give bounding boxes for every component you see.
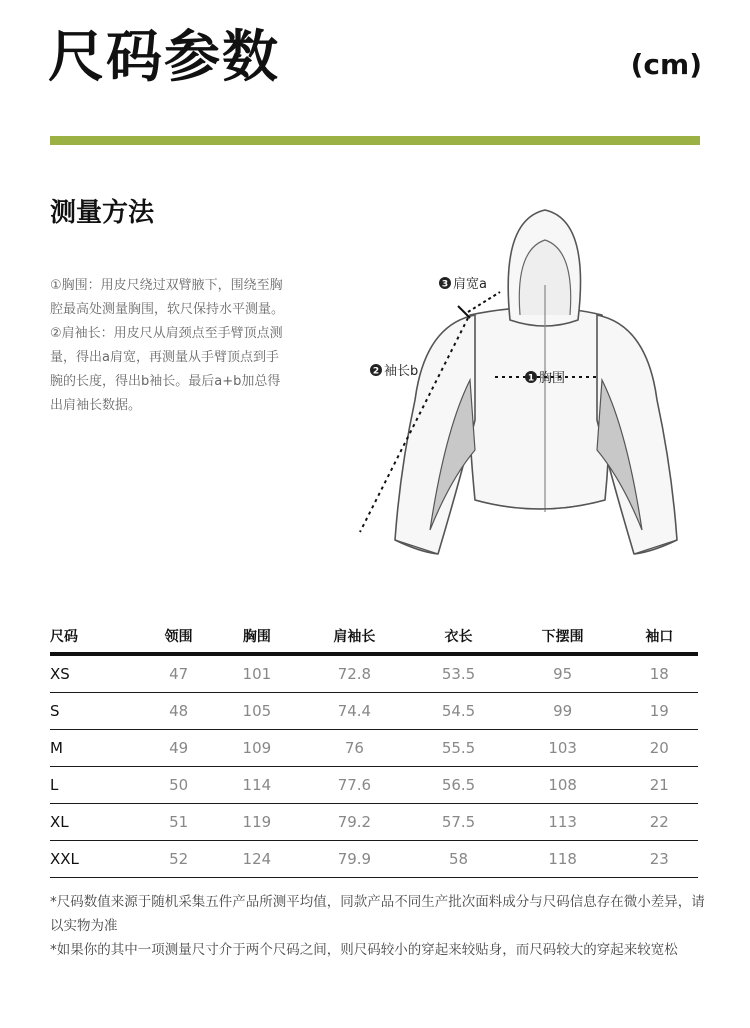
cell-hem: 95 xyxy=(505,654,621,693)
cell-chest: 109 xyxy=(217,730,296,767)
accent-divider xyxy=(50,136,700,145)
table-row xyxy=(50,730,698,767)
cell-length: 53.5 xyxy=(412,654,504,693)
cell-cuff: 22 xyxy=(621,804,698,841)
cell-chest: 105 xyxy=(217,693,296,730)
header-cuff: 袖口 xyxy=(621,620,698,654)
cell-shoulder-sleeve: 76 xyxy=(296,730,412,767)
shoulder-label: 肩宽a xyxy=(453,277,487,292)
cell-cuff: 18 xyxy=(621,654,698,693)
cell-neck: 48 xyxy=(140,693,217,730)
shoulder-number: 3 xyxy=(441,279,449,290)
header-hem: 下摆围 xyxy=(505,620,621,654)
cell-length: 55.5 xyxy=(412,730,504,767)
jacket-illustration xyxy=(350,200,720,570)
footnote-source: *尺码数值来源于随机采集五件产品所测平均值，同款产品不同生产批次面料成分与尺码信息存在微小差异，请以实物为准 xyxy=(50,894,705,934)
method-paragraph-chest: ①胸围：用皮尺绕过双臂腋下，围绕至胸腔最高处测量胸围，软尺保持水平测量。 xyxy=(50,278,285,317)
cell-shoulder-sleeve: 77.6 xyxy=(296,767,412,804)
cell-length: 56.5 xyxy=(412,767,504,804)
sleeve-label: 袖长b xyxy=(384,364,419,379)
cell-cuff: 20 xyxy=(621,730,698,767)
footnotes xyxy=(50,890,705,962)
footnote-fit-advice: *如果你的其中一项测量尺寸介于两个尺码之间，则尺码较小的穿起来较贴身，而尺码较大的穿起来较宽松 xyxy=(50,942,678,958)
cell-neck: 51 xyxy=(140,804,217,841)
cell-cuff: 23 xyxy=(621,841,698,878)
cell-size: XXL xyxy=(50,841,140,878)
cell-hem: 108 xyxy=(505,767,621,804)
header-shoulder-sleeve: 肩袖长 xyxy=(296,620,412,654)
table-row xyxy=(50,693,698,730)
cell-size: XS xyxy=(50,654,140,693)
cell-cuff: 21 xyxy=(621,767,698,804)
cell-length: 58 xyxy=(412,841,504,878)
section-title-method: 测量方法 xyxy=(50,198,155,228)
table-row xyxy=(50,767,698,804)
page-title: 尺码参数 xyxy=(48,25,280,90)
cell-neck: 50 xyxy=(140,767,217,804)
cell-hem: 118 xyxy=(505,841,621,878)
cell-size: XL xyxy=(50,804,140,841)
table-header-row xyxy=(50,620,698,654)
table-row xyxy=(50,841,698,878)
cell-shoulder-sleeve: 72.8 xyxy=(296,654,412,693)
cell-chest: 114 xyxy=(217,767,296,804)
cell-chest: 101 xyxy=(217,654,296,693)
cell-neck: 47 xyxy=(140,654,217,693)
cell-hem: 113 xyxy=(505,804,621,841)
header-chest: 胸围 xyxy=(217,620,296,654)
cell-neck: 52 xyxy=(140,841,217,878)
unit-label: (cm) xyxy=(630,48,702,81)
cell-hem: 99 xyxy=(505,693,621,730)
cell-size: M xyxy=(50,730,140,767)
cell-length: 57.5 xyxy=(412,804,504,841)
sleeve-number: 2 xyxy=(372,366,380,377)
cell-shoulder-sleeve: 79.2 xyxy=(296,804,412,841)
cell-size: L xyxy=(50,767,140,804)
cell-cuff: 19 xyxy=(621,693,698,730)
method-description xyxy=(50,274,290,418)
method-paragraph-sleeve: ②肩袖长：用皮尺从肩颈点至手臂顶点测量，得出a肩宽，再测量从手臂顶点到手腕的长度，得出b袖长。最后a+b加总得出肩袖长数据。 xyxy=(50,326,283,413)
header-size: 尺码 xyxy=(50,620,140,654)
chest-label: 胸围 xyxy=(539,371,566,386)
cell-length: 54.5 xyxy=(412,693,504,730)
cell-neck: 49 xyxy=(140,730,217,767)
cell-chest: 124 xyxy=(217,841,296,878)
header-neck: 领围 xyxy=(140,620,217,654)
chest-number: 1 xyxy=(527,373,535,384)
cell-size: S xyxy=(50,693,140,730)
size-table xyxy=(50,620,698,878)
cell-hem: 103 xyxy=(505,730,621,767)
table-row xyxy=(50,654,698,693)
cell-shoulder-sleeve: 74.4 xyxy=(296,693,412,730)
header-length: 衣长 xyxy=(412,620,504,654)
cell-shoulder-sleeve: 79.9 xyxy=(296,841,412,878)
shoulder-measure-line xyxy=(468,292,500,312)
table-row xyxy=(50,804,698,841)
cell-chest: 119 xyxy=(217,804,296,841)
